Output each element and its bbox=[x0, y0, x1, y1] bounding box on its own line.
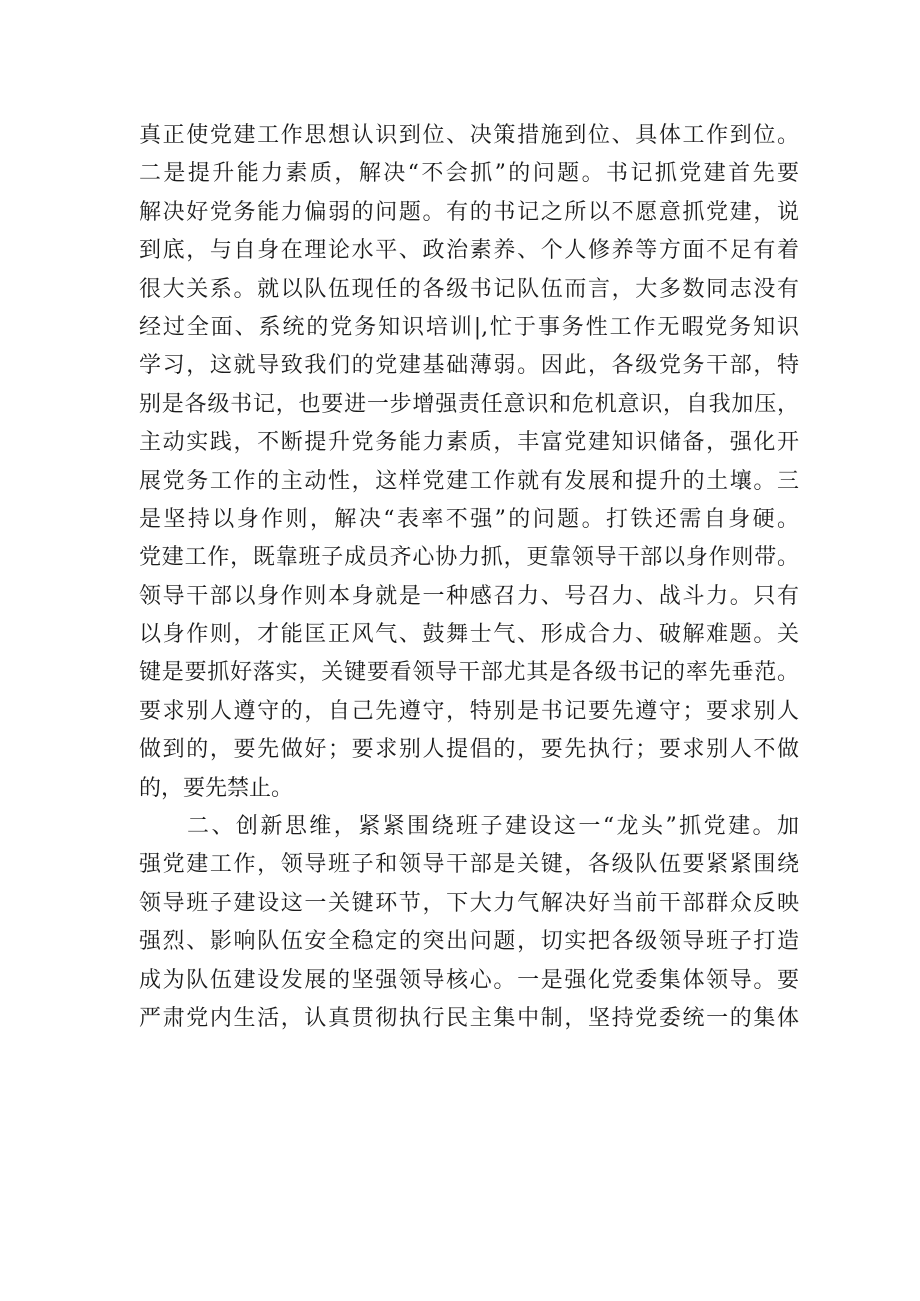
text-line: 经过全面、系统的党务知识培训|,忙于事务性工作无暇党务知识 bbox=[139, 314, 799, 340]
text-line: 到底，与自身在理论水平、政治素养、个人修养等方面不足有着 bbox=[139, 238, 799, 264]
text-line: 学习，这就导致我们的党建基础薄弱。因此，各级党务干部，特 bbox=[139, 353, 799, 379]
text-line: 严肃党内生活，认真贯彻执行民主集中制，坚持党委统一的集体 bbox=[139, 1005, 799, 1031]
text-line: 要求别人遵守的，自己先遵守，特别是书记要先遵守；要求别人 bbox=[139, 698, 799, 724]
text-line: 党建工作，既靠班子成员齐心协力抓，更靠领导干部以身作则带。 bbox=[139, 545, 799, 571]
text-line: 以身作则，才能匡正风气、鼓舞士气、形成合力、破解难题。关 bbox=[139, 622, 799, 648]
text-line: 成为队伍建设发展的坚强领导核心。一是强化党委集体领导。要 bbox=[139, 967, 799, 993]
text-line: 二是提升能力素质，解决“不会抓”的问题。书记抓党建首先要 bbox=[139, 161, 799, 187]
text-line: 强烈、影响队伍安全稳定的突出问题，切实把各级领导班子打造 bbox=[139, 929, 799, 955]
text-line: 键是要抓好落实，关键要看领导干部尤其是各级书记的率先垂范。 bbox=[139, 660, 799, 686]
text-line: 展党务工作的主动性，这样党建工作就有发展和提升的土壤。三 bbox=[139, 468, 799, 494]
text-line: 真正使党建工作思想认识到位、决策措施到位、具体工作到位。 bbox=[139, 123, 799, 148]
text-line: 的，要先禁止。 bbox=[139, 775, 294, 801]
text-line: 是坚持以身作则，解决“表率不强”的问题。打铁还需自身硬。 bbox=[139, 506, 799, 532]
text-line: 主动实践，不断提升党务能力素质，丰富党建知识储备，强化开 bbox=[139, 430, 799, 456]
text-line: 别是各级书记，也要进一步增强责任意识和危机意识，自我加压， bbox=[139, 391, 799, 417]
body-text bbox=[139, 117, 799, 1038]
text-line: 解决好党务能力偏弱的问题。有的书记之所以不愿意抓党建，说 bbox=[139, 199, 799, 225]
text-line: 领导干部以身作则本身就是一种感召力、号召力、战斗力。只有 bbox=[139, 583, 799, 609]
section-heading-line: 二、创新思维，紧紧围绕班子建设这一“龙头”抓党建。加 bbox=[187, 814, 799, 840]
text-line: 领导班子建设这一关键环节，下大力气解决好当前干部群众反映 bbox=[139, 890, 799, 916]
text-line: 做到的，要先做好；要求别人提倡的，要先执行；要求别人不做 bbox=[139, 737, 799, 763]
text-line: 很大关系。就以队伍现任的各级书记队伍而言，大多数同志没有 bbox=[139, 276, 799, 302]
text-line: 强党建工作，领导班子和领导干部是关键，各级队伍要紧紧围绕 bbox=[139, 852, 799, 878]
